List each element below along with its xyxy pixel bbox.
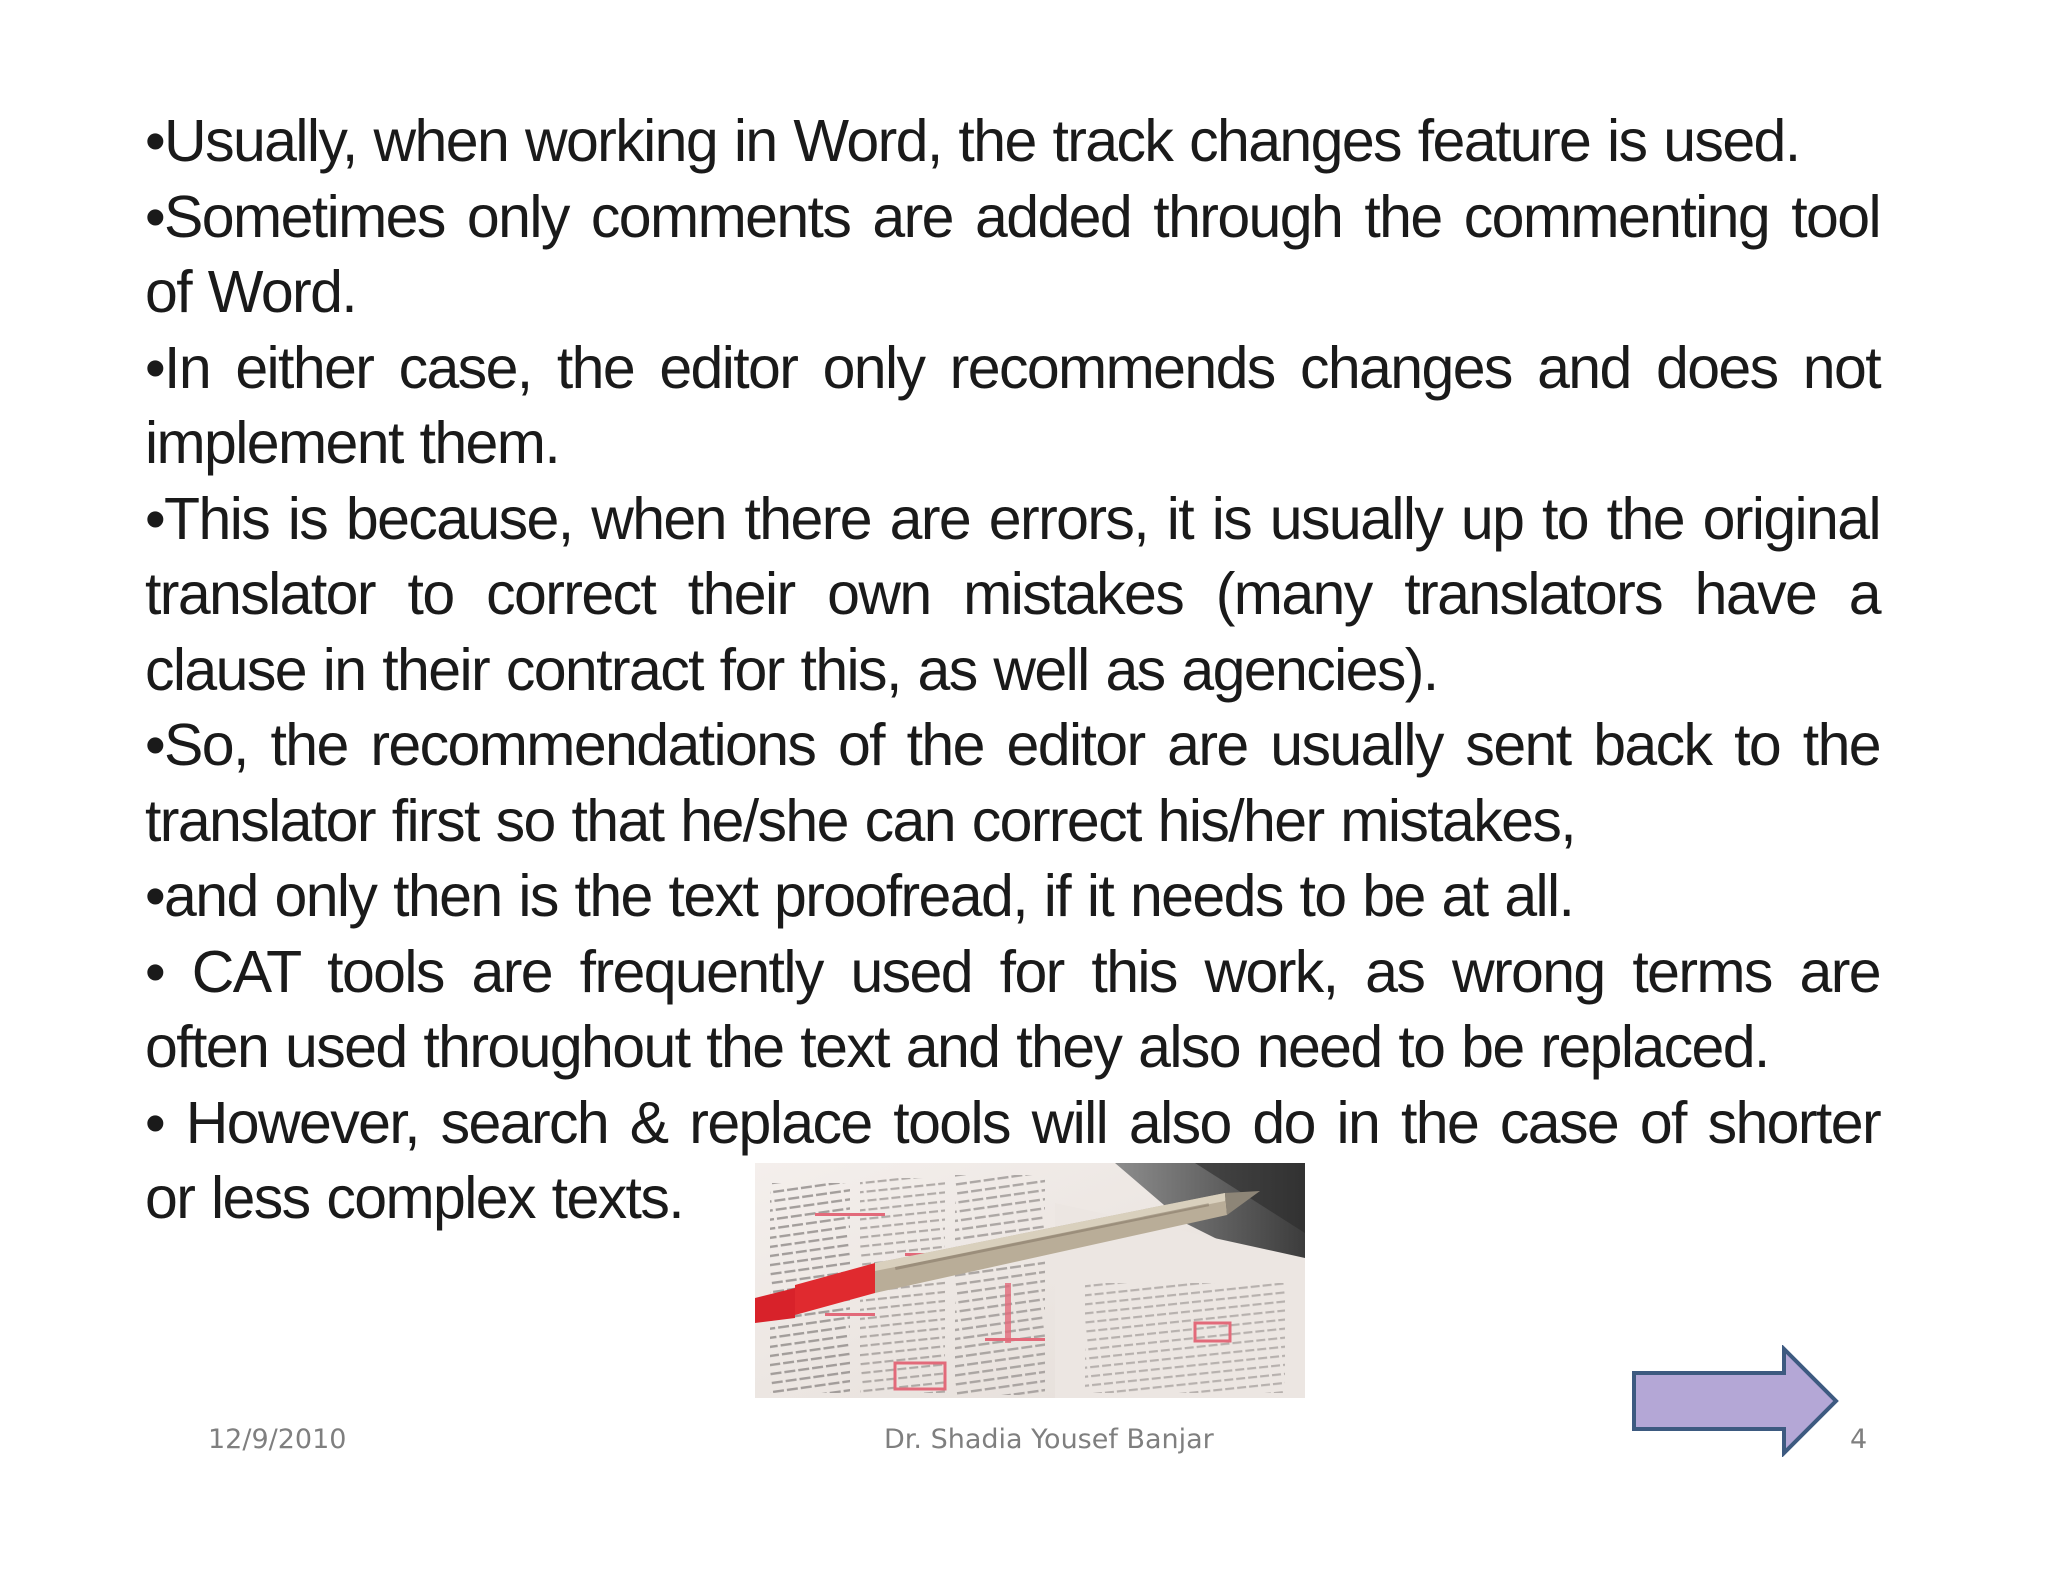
proofread-document-with-pen-photo: [755, 1163, 1305, 1398]
photo-illustration: [755, 1163, 1305, 1398]
page-number: 4: [1850, 1424, 1868, 1455]
right-arrow-icon: [1630, 1345, 1840, 1457]
bullet-item: • However, search & replace tools will also do in the case of shorter or less complex texts.: [145, 1089, 1880, 1231]
bullet-item: •This is because, when there are errors, it is usually up to the original translator to correct their own mistakes (many translators have a clause in their contract for this, as well as agencies).: [145, 485, 1880, 703]
footer-date: 12/9/2010: [208, 1424, 347, 1455]
bullet-item: •In either case, the editor only recommends changes and does not implement them.: [145, 334, 1880, 476]
bullet-item: •Sometimes only comments are added through the commenting tool of Word.: [145, 183, 1880, 325]
bullet-list: [145, 104, 1880, 1237]
bullet-item: •Usually, when working in Word, the track changes feature is used.: [145, 108, 1800, 174]
bullet-item: •So, the recommendations of the editor are usually sent back to the translator first so that he/she can correct his/her mistakes,: [145, 712, 1880, 854]
footer-author: Dr. Shadia Yousef Banjar: [884, 1424, 1214, 1455]
bullet-item: •and only then is the text proofread, if it needs to be at all.: [145, 863, 1574, 929]
next-slide-button[interactable]: [1630, 1345, 1840, 1457]
bullet-item: • CAT tools are frequently used for this work, as wrong terms are often used throughout the text and they also need to be replaced.: [145, 938, 1880, 1080]
